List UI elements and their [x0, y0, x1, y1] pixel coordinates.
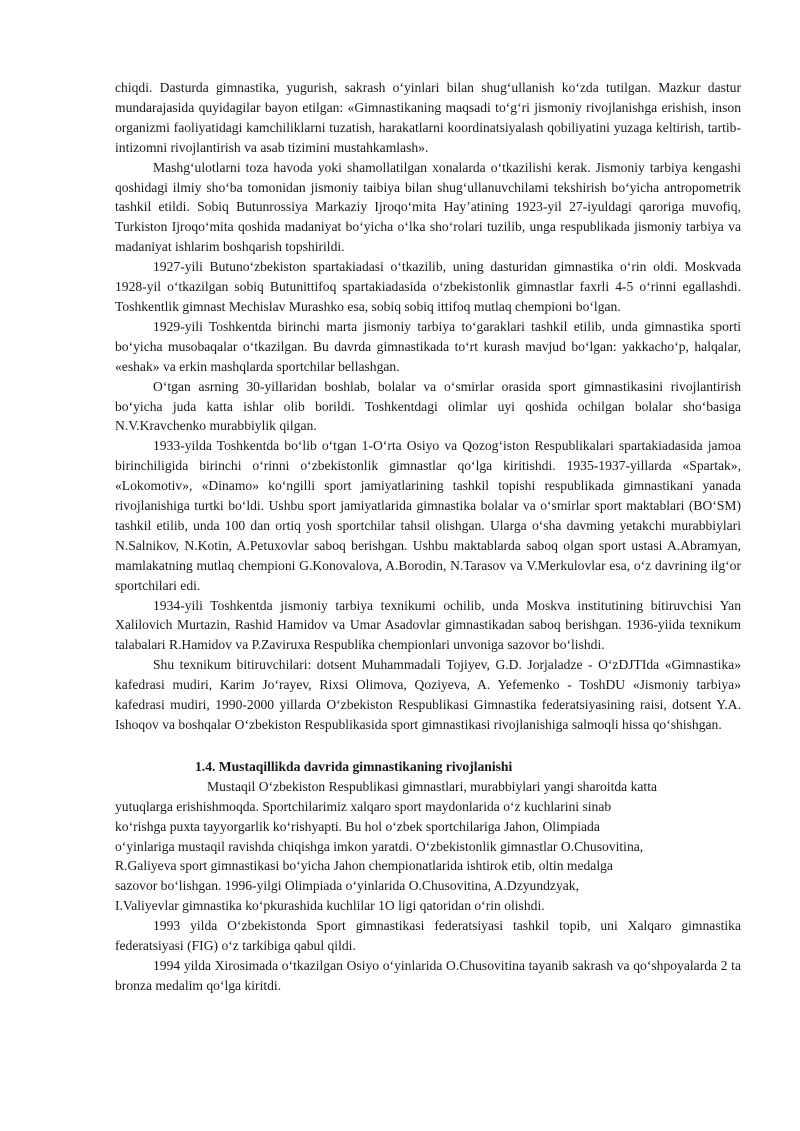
text-line: sazovor bo‘lishgan. 1996-yilgi Olimpiada o‘yinlarida O.Chusovitina, A.Dzyundzyak,: [115, 878, 579, 894]
paragraph-1933-spartakiad: 1933-yilda Toshkentda bo‘lib o‘tgan 1-O‘rta Osiyo va Qozog‘iston Respublikalari spartakiadasida jamoa birinchiligida birinchi o‘rinni o‘zbekistonlik gimnastlar qo‘lga kiritishdi. 1935-1937-yillarda «Spartak», «Lokomotiv», «Dinamo» ko‘ngilli sport jamiyatlarining tashkil topishi respublikada gimnastikani yanada rivojlanishiga turtki bo‘ldi. Ushbu sport jamiyatlarida gimnastika bolalar va o‘smirlar sport maktablari (BO‘SM) tashkil etilib, unda 100 dan ortiq yosh sportchilar tahsil olishgan. Ularga o‘sha davming yetakchi murabbiylari N.Salnikov, N.Kotin, A.Petuxovlar saboq berishgan. Ushbu maktablarda saboq olgan sport ustasi A.Abramyan, mamlakatning mutlaq chempioni G.Konovalova, A.Borodin, N.Tarasov va V.Merkulovlar esa, o‘z davrining ilg‘or sportchilari edi.: [115, 438, 741, 593]
paragraph-1929-circles: 1929-yili Toshkentda birinchi marta jismoniy tarbiya to‘garaklari tashkil etilib, unda gimnastika sporti bo‘yicha musobaqalar o‘tkazilgan. Bu davrda gimnastikada to‘rt kurash mavjud bo‘lgan: yakkacho‘p, halqalar, «eshak» va erkin mashqlarda sportchilar bellashgan.: [115, 318, 741, 374]
paragraph-1930s-youth: O‘tgan asrning 30-yillaridan boshlab, bolalar va o‘smirlar orasida sport gimnastikasini rivojlantirish bo‘yicha juda katta ishlar olib borildi. Toshkentdagi olimlar uyi qoshida ochilgan bolalar sho‘basiga N.V.Kravchenko murabbiylik qilgan.: [115, 378, 741, 434]
paragraph-1994-asian-games: 1994 yilda Xirosimada o‘tkazilgan Osiyo o‘yinlarida O.Chusovitina tayanib sakrash va qo‘shpoyalarda 2 ta bronza medalim qo‘lga kiritdi.: [115, 957, 741, 993]
text-line: Mustaqil O‘zbekiston Respublikasi gimnastlari, murabbiylari yangi sharoitda katta: [207, 778, 658, 794]
paragraph-continuation: chiqdi. Dasturda gimnastika, yugurish, sakrash o‘yinlari bilan shug‘ullanish ko‘zda tutilgan. Mazkur dastur mundarajasida quyidagilar bayon etilgan: «Gimnastikaning maqsadi to‘g‘ri jismoniy rivojlanishga erishish, inson organizmi faoliyatidagi kamchiliklarni tuzatish, harakatlarni koordinatsiyalash qobiliyatini yuzaga keltirish, tartib-intizomni rivojlantirish va asab tizimini mustahkamlash».: [115, 80, 741, 155]
text-line: ko‘rishga puxta tayyorgarlik ko‘rishyapti. Bu hol o‘zbek sportchilariga Jahon, Olimpiada: [115, 818, 600, 834]
text-line: I.Valiyevlar gimnastika ko‘pkurashida kuchlilar 1O ligi qatoridan o‘rin olishdi.: [115, 898, 545, 914]
paragraph-1993-federation: 1993 yilda O‘zbekistonda Sport gimnastikasi federatsiyasi tashkil topib, uni Xalqaro gimnastika federatsiyasi (FIG) o‘z tarkibiga qabul qildi.: [115, 918, 741, 954]
section-heading: 1.4. Mustaqillikda davrida gimnastikaning rivojlanishi: [195, 758, 513, 774]
paragraph-1927-spartakiad: 1927-yili Butuno‘zbekiston spartakiadasi o‘tkazilib, uning dasturidan gimnastika o‘rin oldi. Moskvada 1928-yil o‘tkazilgan sobiq Butunittifoq spartakiadasida o‘zbekistonlik gimnastlar faxrli 4-5 o‘rinni egallashdi. Toshkentlik gimnast Mechislav Murashko esa, sobiq sobiq ittifoq mutlaq chempioni bo‘lgan.: [115, 259, 741, 314]
paragraph-training-conditions: Mashg‘ulotlarni toza havoda yoki shamollatilgan xonalarda o‘tkazilishi kerak. Jismoniy tarbiya kengashi qoshidagi ilmiy sho‘ba tomonidan jismoniy taibiya bilan shug‘ullanuvchilami tekshirish bo‘yicha antropometrik tashkil etildi. Sobiq Butunrossiya Markaziy Ijroqo‘mita Hay’atining 1923-yil 27-iyuldagi qaroriga muvofiq, Turkiston Ijroqo‘mita qoshida madaniyat bo‘yicha o‘lka sho‘rolari tuzilib, unga respublikada jismoniy tarbiya va madaniyat ishlarim boshqarish topshirildi.: [115, 159, 741, 255]
paragraph-1934-technikum: 1934-yili Toshkentda jismoniy tarbiya texnikumi ochilib, unda Moskva institutining bitiruvchisi Yan Xalilovich Murtazin, Rashid Hamidov va Umar Asadovlar gimnastikadan saboq berishgan. 1936-yiida texnikum talabalari R.Hamidov va P.Zaviruxa Respublika chempionlari unvoniga sazovor bo‘lishdi.: [115, 597, 741, 653]
paragraph-independence: [115, 777, 741, 916]
text-line: o‘yinlariga mustaqil ravishda chiqishga imkon yaratdi. O‘zbekistonlik gimnastlar O.Chusovitina,: [115, 838, 644, 854]
text-line: yutuqlarga erishishmoqda. Sportchilarimiz xalqaro sport maydonlarida o‘z kuchlarini sinab: [115, 798, 612, 814]
paragraph-technikum-graduates: Shu texnikum bitiruvchilari: dotsent Muhammadali Tojiyev, G.D. Jorjaladze - O‘zDJTIda «Gimnastika» kafedrasi mudiri, Karim Jo‘rayev, Rixsi Olimova, Qoziyeva, A. Yefemenko - ToshDU «Jismoniy tarbiya» kafedrasi mudiri, 1990-2000 yillarda O‘zbekiston Respublikasi Gimnastika federatsiyasining raisi, dotsent Y.A. Ishoqov va boshqalar O‘zbekiston Respublikasida sport gimnastikasi rivojlanishiga salmoqli hissa qo‘shishgan.: [115, 657, 741, 732]
document-page: [115, 78, 741, 996]
text-line: R.Galiyeva sport gimnastikasi bo‘yicha Jahon chempionatlarida ishtirok etib, oltin medalga: [115, 858, 613, 874]
